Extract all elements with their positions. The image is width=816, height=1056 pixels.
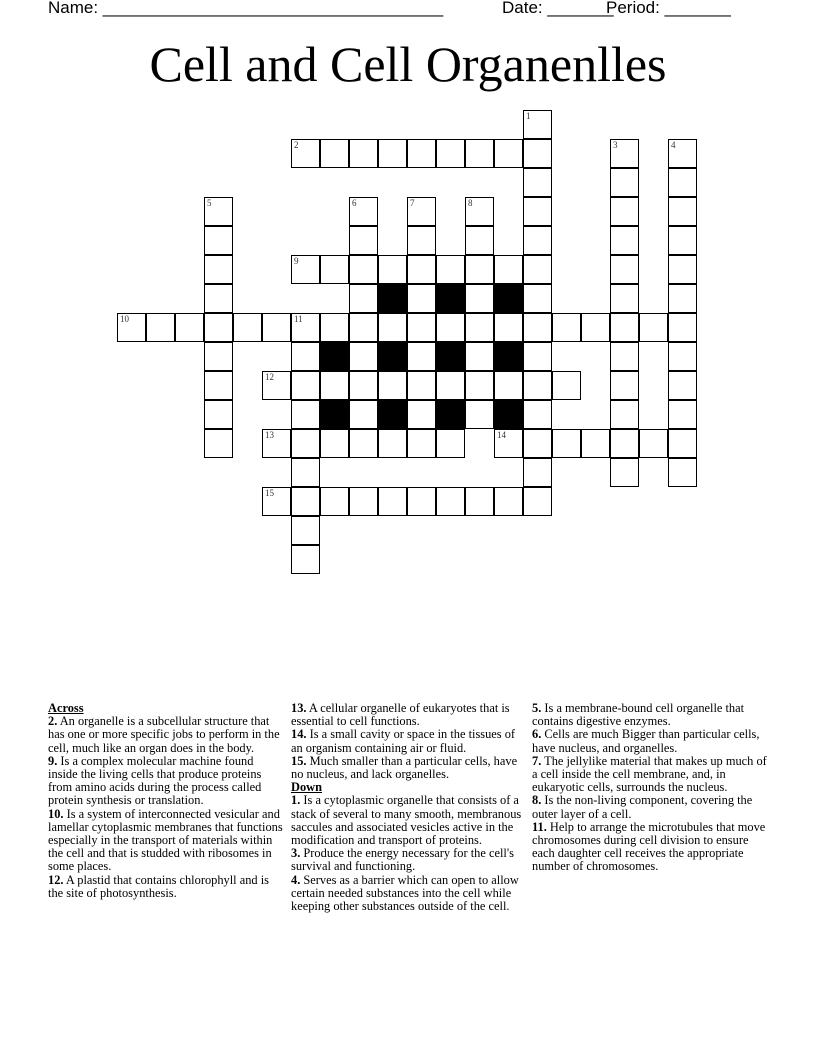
- crossword-cell[interactable]: [262, 429, 291, 458]
- across-heading: Across: [48, 701, 84, 715]
- crossword-cell[interactable]: [610, 371, 639, 400]
- crossword-cell[interactable]: [668, 342, 697, 371]
- crossword-cell[interactable]: [465, 284, 494, 313]
- clue-down-5: 5. Is a membrane-bound cell organelle that contains digestive enzymes.: [532, 701, 745, 729]
- crossword-cell[interactable]: [523, 458, 552, 487]
- crossword-cell[interactable]: [349, 313, 378, 342]
- crossword-cell[interactable]: [378, 429, 407, 458]
- crossword-cell[interactable]: [465, 342, 494, 371]
- clue-down-7: 7. The jellylike material that makes up much of a cell inside the cell membrane, and, in eukaryotic cells, surrounds the nucleus.: [532, 753, 767, 795]
- crossword-cell[interactable]: [436, 487, 465, 516]
- crossword-cell[interactable]: [552, 313, 581, 342]
- crossword-block: [378, 342, 407, 371]
- crossword-cell[interactable]: [291, 255, 320, 284]
- clue-number: 15: [265, 488, 274, 498]
- crossword-block: [436, 342, 465, 371]
- clue-number: 10: [120, 314, 129, 324]
- crossword-cell[interactable]: [291, 487, 320, 516]
- crossword-cell[interactable]: [204, 226, 233, 255]
- crossword-block: [378, 400, 407, 429]
- crossword-cell[interactable]: [407, 313, 436, 342]
- clue-number: 14: [497, 430, 506, 440]
- crossword-cell[interactable]: [349, 197, 378, 226]
- crossword-cell[interactable]: [291, 429, 320, 458]
- crossword-cell[interactable]: [117, 313, 146, 342]
- crossword-cell[interactable]: [465, 139, 494, 168]
- crossword-cell[interactable]: [262, 487, 291, 516]
- clue-down-11: 11. Help to arrange the microtubules that move chromosomes during cell division to ensure each daughter cell receives the appropriate number of chromosomes.: [532, 819, 766, 874]
- crossword-cell[interactable]: [407, 371, 436, 400]
- crossword-cell[interactable]: [349, 429, 378, 458]
- crossword-cell[interactable]: [436, 429, 465, 458]
- clue-number: 5: [207, 198, 212, 208]
- crossword-block: [494, 284, 523, 313]
- crossword-cell[interactable]: [523, 110, 552, 139]
- clue-number: 8: [468, 198, 473, 208]
- period-field[interactable]: Period: _______: [606, 0, 731, 17]
- crossword-cell[interactable]: [291, 371, 320, 400]
- crossword-cell[interactable]: [465, 400, 494, 429]
- clues-column-3: [532, 702, 768, 874]
- crossword-cell[interactable]: [291, 400, 320, 429]
- crossword-cell[interactable]: [465, 226, 494, 255]
- clue-across-13: 13. A cellular organelle of eukaryotes that is essential to cell functions.: [291, 701, 510, 729]
- clue-number: 6: [352, 198, 357, 208]
- crossword-cell[interactable]: [291, 516, 320, 545]
- crossword-cell[interactable]: [436, 255, 465, 284]
- crossword-cell[interactable]: [378, 313, 407, 342]
- crossword-cell[interactable]: [581, 313, 610, 342]
- crossword-cell[interactable]: [349, 400, 378, 429]
- crossword-cell[interactable]: [523, 487, 552, 516]
- crossword-block: [436, 400, 465, 429]
- clues-column-1: [48, 702, 284, 900]
- crossword-cell[interactable]: [436, 371, 465, 400]
- clue-across-9: 9. Is a complex molecular machine found inside the living cells that produce proteins from amino acids during the process called protein synthesis or translation.: [48, 753, 262, 808]
- crossword-cell[interactable]: [494, 255, 523, 284]
- crossword-cell[interactable]: [523, 168, 552, 197]
- crossword-cell[interactable]: [146, 313, 175, 342]
- crossword-cell[interactable]: [204, 313, 233, 342]
- clue-down-6: 6. Cells are much Bigger than particular cells, have nucleus, and organelles.: [532, 727, 760, 755]
- crossword-cell[interactable]: [407, 139, 436, 168]
- crossword-cell[interactable]: [668, 371, 697, 400]
- crossword-cell[interactable]: [320, 429, 349, 458]
- crossword-cell[interactable]: [262, 371, 291, 400]
- crossword-cell[interactable]: [378, 487, 407, 516]
- clue-down-3: 3. Produce the energy necessary for the cell's survival and functioning.: [291, 846, 514, 874]
- crossword-cell[interactable]: [639, 429, 668, 458]
- crossword-cell[interactable]: [465, 487, 494, 516]
- crossword-cell[interactable]: [407, 429, 436, 458]
- crossword-cell[interactable]: [494, 313, 523, 342]
- crossword-cell[interactable]: [407, 284, 436, 313]
- crossword-cell[interactable]: [668, 313, 697, 342]
- crossword-cell[interactable]: [523, 371, 552, 400]
- crossword-cell[interactable]: [668, 197, 697, 226]
- crossword-cell[interactable]: [291, 313, 320, 342]
- crossword-cell[interactable]: [610, 429, 639, 458]
- crossword-cell[interactable]: [668, 400, 697, 429]
- crossword-cell[interactable]: [465, 197, 494, 226]
- crossword-cell[interactable]: [552, 429, 581, 458]
- crossword-cell[interactable]: [523, 400, 552, 429]
- crossword-cell[interactable]: [639, 313, 668, 342]
- crossword-cell[interactable]: [610, 400, 639, 429]
- crossword-cell[interactable]: [407, 197, 436, 226]
- crossword-cell[interactable]: [378, 371, 407, 400]
- crossword-cell[interactable]: [204, 342, 233, 371]
- crossword-cell[interactable]: [175, 313, 204, 342]
- crossword-cell[interactable]: [233, 313, 262, 342]
- crossword-cell[interactable]: [610, 168, 639, 197]
- crossword-cell[interactable]: [610, 284, 639, 313]
- clue-down-4: 4. Serves as a barrier which can open to allow certain needed substances into the cell while keeping other substances outside of the cell.: [291, 872, 519, 914]
- crossword-cell[interactable]: [349, 371, 378, 400]
- crossword-cell[interactable]: [523, 197, 552, 226]
- crossword-cell[interactable]: [349, 487, 378, 516]
- crossword-cell[interactable]: [610, 197, 639, 226]
- crossword-cell[interactable]: [349, 342, 378, 371]
- crossword-cell[interactable]: [465, 371, 494, 400]
- crossword-cell[interactable]: [523, 313, 552, 342]
- crossword-cell[interactable]: [320, 313, 349, 342]
- crossword-cell[interactable]: [610, 458, 639, 487]
- crossword-cell[interactable]: [291, 342, 320, 371]
- crossword-cell[interactable]: [610, 342, 639, 371]
- clue-number: 1: [526, 111, 531, 121]
- crossword-cell[interactable]: [610, 255, 639, 284]
- clue-number: 7: [410, 198, 415, 208]
- crossword-cell[interactable]: [668, 168, 697, 197]
- crossword-block: [494, 400, 523, 429]
- clue-across-2: 2. An organelle is a subcellular structure that has one or more specific jobs to perform in the cell, much like an organ does in the body.: [48, 714, 280, 755]
- crossword-cell[interactable]: [523, 226, 552, 255]
- crossword-cell[interactable]: [465, 313, 494, 342]
- crossword-cell[interactable]: [494, 371, 523, 400]
- crossword-cell[interactable]: [204, 400, 233, 429]
- crossword-cell[interactable]: [668, 139, 697, 168]
- crossword-cell[interactable]: [523, 284, 552, 313]
- down-heading: Down: [291, 780, 322, 795]
- crossword-cell[interactable]: [523, 342, 552, 371]
- crossword-block: [494, 342, 523, 371]
- crossword-cell[interactable]: [349, 255, 378, 284]
- crossword-cell[interactable]: [407, 342, 436, 371]
- crossword-cell[interactable]: [407, 255, 436, 284]
- crossword-cell[interactable]: [204, 197, 233, 226]
- crossword-cell[interactable]: [436, 139, 465, 168]
- clue-down-1: 1. Is a cytoplasmic organelle that consists of a stack of several to many smooth, membranous saccules and associated vesicles active in the modification and transport of proteins.: [291, 793, 522, 848]
- crossword-cell[interactable]: [320, 487, 349, 516]
- crossword-cell[interactable]: [320, 255, 349, 284]
- crossword-cell[interactable]: [610, 226, 639, 255]
- crossword-cell[interactable]: [262, 313, 291, 342]
- clues-column-2: [291, 702, 527, 913]
- crossword-block: [436, 284, 465, 313]
- crossword-cell[interactable]: [349, 226, 378, 255]
- crossword-cell[interactable]: [349, 284, 378, 313]
- clue-across-15: 15. Much smaller than a particular cells, have no nucleus, and lack organelles.: [291, 753, 518, 782]
- crossword-cell[interactable]: [407, 400, 436, 429]
- clue-across-14: 14. Is a small cavity or space in the tissues of an organism containing air or fluid.: [291, 727, 516, 755]
- crossword-cell[interactable]: [204, 255, 233, 284]
- crossword-cell[interactable]: [668, 429, 697, 458]
- crossword-cell[interactable]: [494, 139, 523, 168]
- crossword-cell[interactable]: [610, 313, 639, 342]
- crossword-block: [320, 400, 349, 429]
- clue-number: 3: [613, 140, 618, 150]
- page-title: Cell and Cell Organenlles: [149, 36, 667, 92]
- crossword-cell[interactable]: [610, 139, 639, 168]
- crossword-cell[interactable]: [378, 139, 407, 168]
- crossword-cell[interactable]: [291, 545, 320, 574]
- clue-across-12: 12. A plastid that contains chlorophyll and is the site of photosynthesis.: [48, 872, 269, 900]
- crossword-cell[interactable]: [494, 487, 523, 516]
- clue-number: 2: [294, 140, 299, 150]
- crossword-cell[interactable]: [581, 429, 610, 458]
- crossword-cell[interactable]: [494, 429, 523, 458]
- clue-across-10: 10. Is a system of interconnected vesicular and lamellar cytoplasmic membranes that functions especially in the transport of materials within the cell and that is studded with ribosomes in some places.: [48, 806, 283, 874]
- crossword-block: [320, 342, 349, 371]
- crossword-cell[interactable]: [378, 255, 407, 284]
- crossword-cell[interactable]: [668, 458, 697, 487]
- clue-number: 13: [265, 430, 274, 440]
- crossword-cell[interactable]: [291, 139, 320, 168]
- crossword-cell[interactable]: [436, 313, 465, 342]
- crossword-cell[interactable]: [465, 255, 494, 284]
- clue-down-8: 8. Is the non-living component, covering the outer layer of a cell.: [532, 793, 753, 821]
- clue-number: 9: [294, 256, 299, 266]
- crossword-cell[interactable]: [668, 284, 697, 313]
- clue-number: 11: [294, 314, 303, 324]
- crossword-block: [378, 284, 407, 313]
- clue-number: 12: [265, 372, 274, 382]
- crossword-cell[interactable]: [552, 371, 581, 400]
- crossword-cell[interactable]: [204, 284, 233, 313]
- crossword-cell[interactable]: [291, 458, 320, 487]
- crossword-cell[interactable]: [407, 487, 436, 516]
- crossword-cell[interactable]: [523, 255, 552, 284]
- name-field[interactable]: Name: ____________________________________: [48, 0, 444, 17]
- crossword-cell[interactable]: [523, 139, 552, 168]
- crossword-cell[interactable]: [668, 255, 697, 284]
- crossword-cell[interactable]: [320, 371, 349, 400]
- crossword-cell[interactable]: [204, 371, 233, 400]
- clue-number: 4: [671, 140, 676, 150]
- crossword-cell[interactable]: [204, 429, 233, 458]
- crossword-cell[interactable]: [349, 139, 378, 168]
- crossword-cell[interactable]: [523, 429, 552, 458]
- date-field[interactable]: Date: _______: [502, 0, 614, 17]
- crossword-cell[interactable]: [407, 226, 436, 255]
- crossword-cell[interactable]: [668, 226, 697, 255]
- crossword-cell[interactable]: [320, 139, 349, 168]
